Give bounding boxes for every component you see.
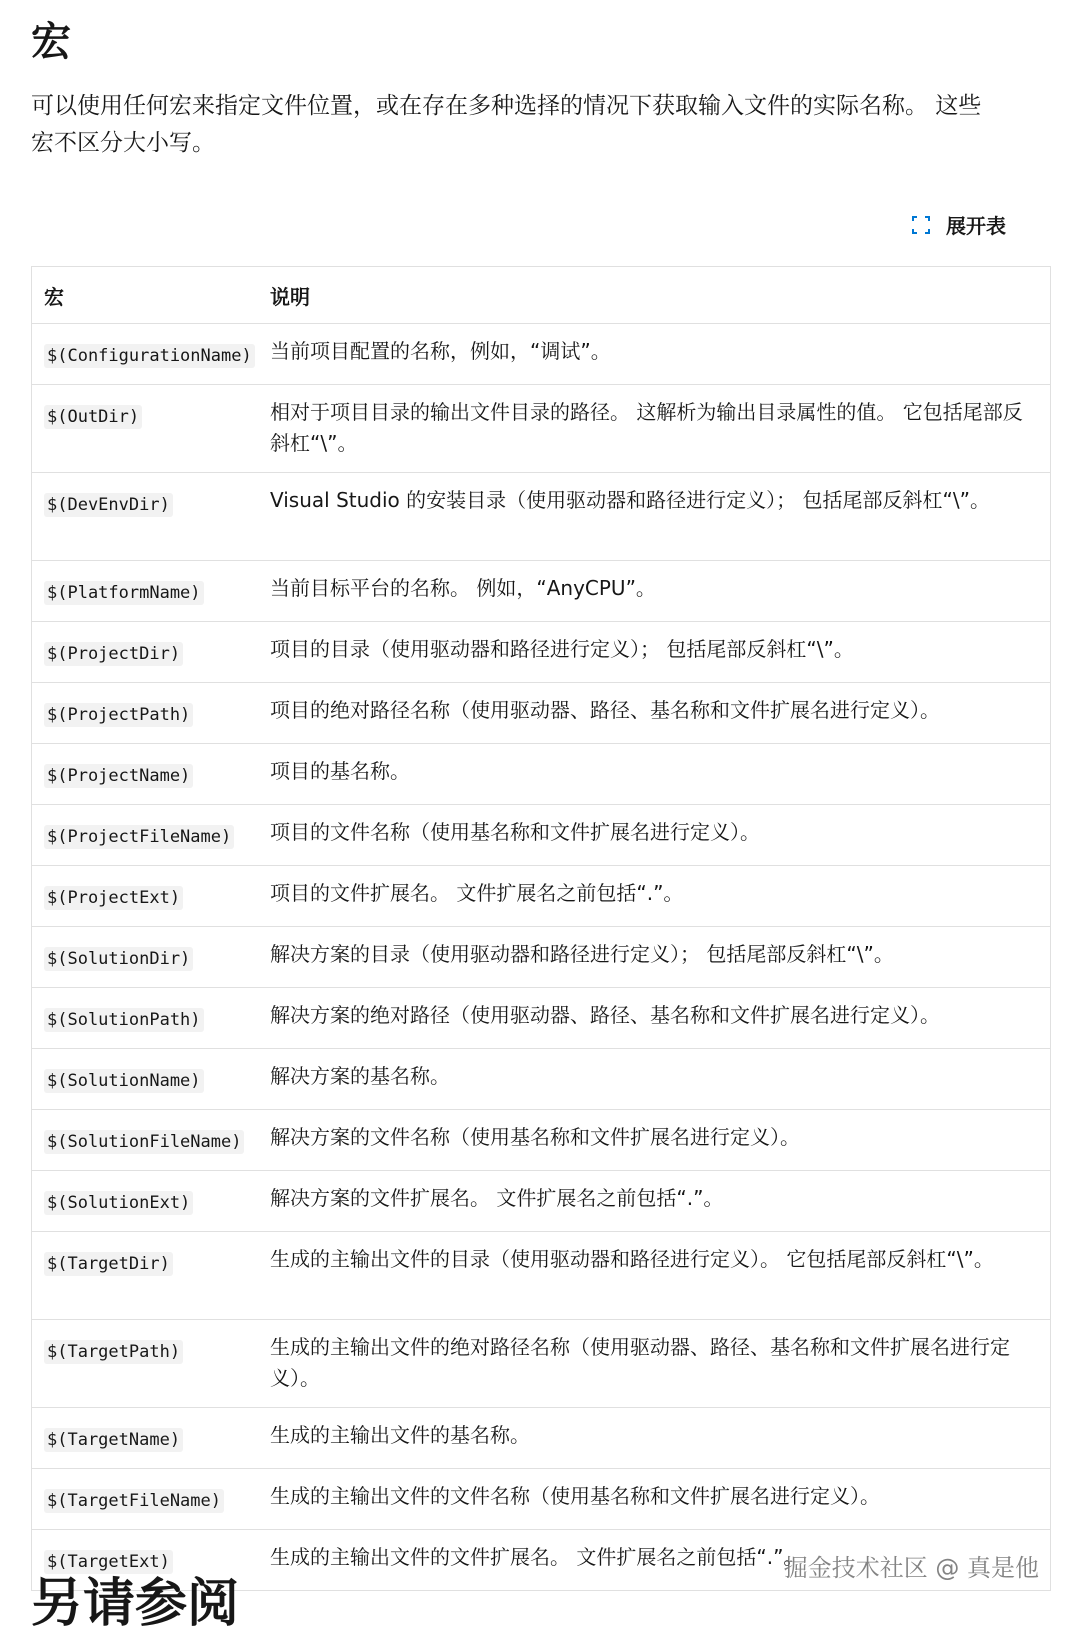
- description-cell: 项目的目录（使用驱动器和路径进行定义）； 包括尾部反斜杠“\”。: [258, 621, 1050, 682]
- macro-cell: [32, 743, 258, 804]
- watermark: 掘金技术社区 @ 真是他: [783, 1554, 1039, 1582]
- table-row: [32, 804, 1050, 865]
- description-cell: 生成的主输出文件的文件名称（使用基名称和文件扩展名进行定义）。: [258, 1468, 1050, 1529]
- description-cell: 解决方案的文件扩展名。 文件扩展名之前包括“.”。: [258, 1170, 1050, 1231]
- table-header-row: [32, 267, 1050, 323]
- section-title: 宏: [31, 19, 71, 65]
- macro-code: $(TargetFileName): [44, 1489, 224, 1513]
- macro-cell: [32, 682, 258, 743]
- table-row: [32, 1319, 1050, 1407]
- table-row: [32, 926, 1050, 987]
- expand-table-button[interactable]: [912, 210, 1006, 239]
- macro-code: $(DevEnvDir): [44, 493, 173, 517]
- see-also-title: 另请参阅: [31, 1574, 240, 1634]
- macro-code: $(SolutionName): [44, 1069, 204, 1093]
- table-row: [32, 1468, 1050, 1529]
- macro-cell: [32, 1407, 258, 1468]
- description-cell: 解决方案的绝对路径（使用驱动器、路径、基名称和文件扩展名进行定义）。: [258, 987, 1050, 1048]
- table-row: [32, 682, 1050, 743]
- description-cell: 生成的主输出文件的文件扩展名。 文件扩展名之前包括“.”。: [258, 1529, 1050, 1590]
- description-cell: 生成的主输出文件的目录（使用驱动器和路径进行定义）。 它包括尾部反斜杠“\”。: [258, 1231, 1050, 1319]
- macro-code: $(ProjectDir): [44, 642, 183, 666]
- table-row: [32, 472, 1050, 560]
- macro-code: $(OutDir): [44, 405, 142, 429]
- table-row: [32, 987, 1050, 1048]
- macro-code: $(SolutionFileName): [44, 1130, 244, 1154]
- table-row: [32, 743, 1050, 804]
- macro-code: $(TargetPath): [44, 1340, 183, 1364]
- header-macro: 宏: [44, 285, 64, 309]
- macro-code: $(ProjectPath): [44, 703, 193, 727]
- description-cell: 解决方案的文件名称（使用基名称和文件扩展名进行定义）。: [258, 1109, 1050, 1170]
- macro-code: $(SolutionDir): [44, 947, 193, 971]
- macro-cell: [32, 1170, 258, 1231]
- macro-cell: [32, 987, 258, 1048]
- table-row: [32, 384, 1050, 472]
- macro-cell: [32, 926, 258, 987]
- description-cell: Visual Studio 的安装目录（使用驱动器和路径进行定义）； 包括尾部反斜杠“\”。: [258, 472, 1050, 560]
- table-row: [32, 323, 1050, 384]
- macro-code: $(ConfigurationName): [44, 344, 255, 368]
- macro-cell: [32, 1109, 258, 1170]
- description-cell: 相对于项目目录的输出文件目录的路径。 这解析为输出目录属性的值。 它包括尾部反斜杠“\”。: [258, 384, 1050, 472]
- macro-cell: [32, 472, 258, 560]
- description-cell: 当前项目配置的名称，例如，“调试”。: [258, 323, 1050, 384]
- expand-table-label: 展开表: [946, 214, 1006, 238]
- macro-code: $(PlatformName): [44, 581, 204, 605]
- table-row: [32, 560, 1050, 621]
- table-row: [32, 1231, 1050, 1319]
- macro-code: $(ProjectExt): [44, 886, 183, 910]
- intro-paragraph: 可以使用任何宏来指定文件位置，或在存在多种选择的情况下获取输入文件的实际名称。 这些宏不区分大小写。: [31, 93, 982, 156]
- description-cell: 生成的主输出文件的基名称。: [258, 1407, 1050, 1468]
- table-row: [32, 1048, 1050, 1109]
- macro-code: $(ProjectName): [44, 764, 193, 788]
- macro-table: [31, 266, 1051, 1591]
- description-cell: 当前目标平台的名称。 例如，“AnyCPU”。: [258, 560, 1050, 621]
- table-row: [32, 1407, 1050, 1468]
- macro-cell: [32, 1048, 258, 1109]
- macro-cell: [32, 1231, 258, 1319]
- table-row: [32, 621, 1050, 682]
- description-cell: 项目的文件扩展名。 文件扩展名之前包括“.”。: [258, 865, 1050, 926]
- macro-cell: [32, 384, 258, 472]
- header-description: 说明: [270, 285, 310, 309]
- description-cell: 项目的绝对路径名称（使用驱动器、路径、基名称和文件扩展名进行定义）。: [258, 682, 1050, 743]
- macro-code: $(TargetDir): [44, 1252, 173, 1276]
- macro-cell: [32, 323, 258, 384]
- macro-cell: [32, 560, 258, 621]
- macro-code: $(TargetExt): [44, 1550, 173, 1574]
- macro-code: $(SolutionExt): [44, 1191, 193, 1215]
- macro-cell: [32, 1319, 258, 1407]
- table-row: [32, 865, 1050, 926]
- macro-code: $(SolutionPath): [44, 1008, 204, 1032]
- description-cell: 解决方案的基名称。: [258, 1048, 1050, 1109]
- macro-cell: [32, 1468, 258, 1529]
- description-cell: 项目的基名称。: [258, 743, 1050, 804]
- macro-cell: [32, 621, 258, 682]
- table-row: [32, 1170, 1050, 1231]
- table-row: [32, 1109, 1050, 1170]
- macro-cell: [32, 804, 258, 865]
- fullscreen-expand-icon: [912, 216, 930, 234]
- description-cell: 项目的文件名称（使用基名称和文件扩展名进行定义）。: [258, 804, 1050, 865]
- macro-code: $(ProjectFileName): [44, 825, 234, 849]
- macro-cell: [32, 865, 258, 926]
- description-cell: 生成的主输出文件的绝对路径名称（使用驱动器、路径、基名称和文件扩展名进行定义）。: [258, 1319, 1050, 1407]
- description-cell: 解决方案的目录（使用驱动器和路径进行定义）； 包括尾部反斜杠“\”。: [258, 926, 1050, 987]
- macro-code: $(TargetName): [44, 1428, 183, 1452]
